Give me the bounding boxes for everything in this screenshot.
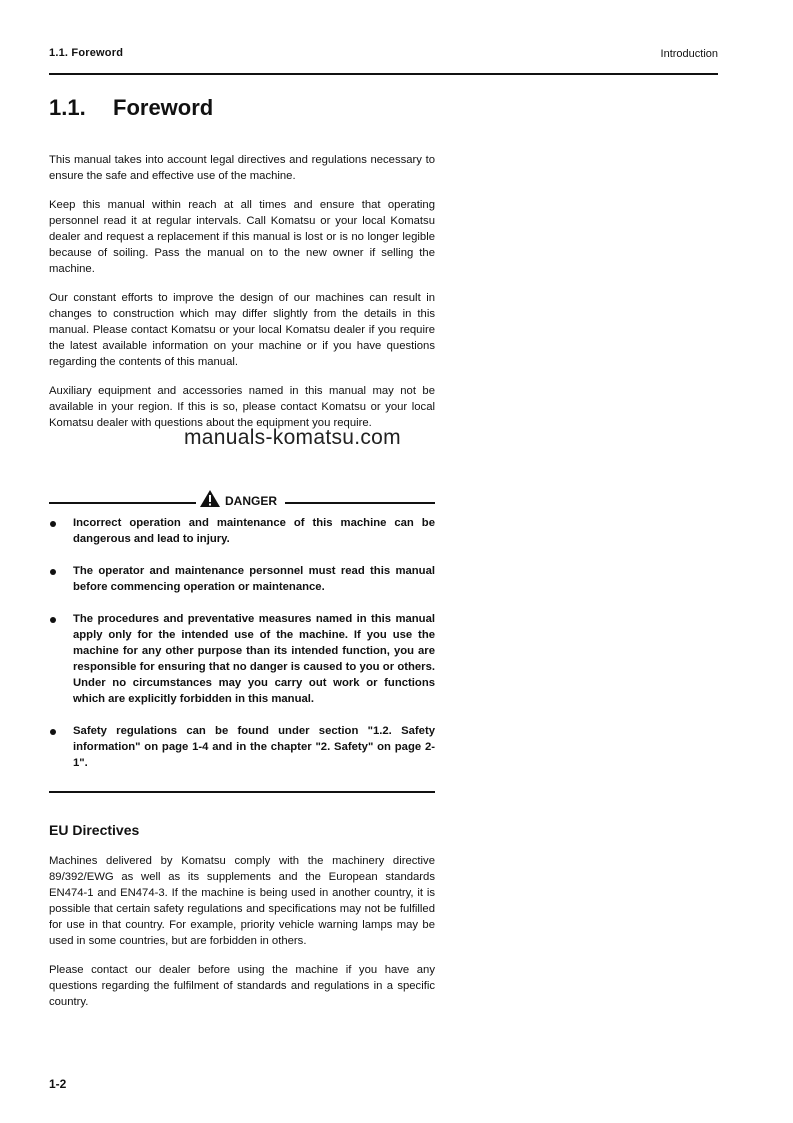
danger-item-text: Incorrect operation and maintenance of this machine can be dangerous and lead to injury.: [73, 517, 435, 545]
danger-item: [49, 611, 435, 707]
intro-section: [49, 152, 435, 444]
running-header-section: 1.1. Foreword: [49, 47, 124, 59]
page-number: 1-2: [49, 1077, 67, 1091]
intro-paragraph: Auxiliary equipment and accessories named in this manual may not be available in your region. If this is so, please contact Komatsu or your local Komatsu dealer with questions about the equipment you require.: [49, 385, 435, 429]
danger-item-text: The procedures and preventative measures named in this manual apply only for the intended use of the machine. If you use the machine for any other purpose than its intended function, you are responsible for ensuring that no danger is caused to you or others. Under no circumstances may you carry out work or functions which are explicitly forbidden in this manual.: [73, 613, 435, 705]
bullet-icon: [50, 617, 56, 623]
danger-item-text: Safety regulations can be found under section "1.2. Safety information" on page 1-4 and in the chapter "2. Safety" on page 2-1".: [73, 725, 435, 769]
eu-paragraph: Machines delivered by Komatsu comply with the machinery directive 89/392/EWG as well as its supplements and the European standards EN474-1 and EN474-3. If the machine is being used in another country, it is possible that certain safety regulations and specifications may not be fulfilled for use in that country. For example, priority vehicle warning lamps may be used in some countries, but are forbidden in others.: [49, 855, 435, 947]
intro-paragraph: Keep this manual within reach at all times and ensure that operating personnel read it at regular intervals. Call Komatsu or your local Komatsu dealer and request a replacement if this manual is lost or is no longer legible because of soiling. Pass the manual on to the new owner if selling the machine.: [49, 199, 435, 275]
danger-list: [49, 515, 435, 784]
title-number: 1.1.: [49, 95, 86, 120]
danger-end-rule: [49, 791, 435, 793]
bullet-icon: [50, 569, 56, 575]
bullet-icon: [50, 729, 56, 735]
danger-item: [49, 723, 435, 771]
eu-paragraph: Please contact our dealer before using the machine if you have any questions regarding the fulfilment of standards and regulations in a specific country.: [49, 964, 435, 1008]
bullet-icon: [50, 521, 56, 527]
danger-header: [49, 487, 435, 509]
danger-item-text: The operator and maintenance personnel must read this manual before commencing operation or maintenance.: [73, 565, 435, 593]
intro-paragraph: This manual takes into account legal directives and regulations necessary to ensure the safe and effective use of the machine.: [49, 154, 435, 182]
danger-rule-left: [49, 502, 196, 504]
intro-paragraph: Our constant efforts to improve the design of our machines can result in changes to construction which may differ slightly from the details in this manual. Please contact Komatsu or your local Komatsu dealer if you require the latest available information on your machine or if you have questions regarding the contents of this manual.: [49, 292, 435, 368]
title-text: Foreword: [113, 95, 214, 120]
warning-triangle-icon: [199, 494, 225, 508]
watermark: manuals-komatsu.com: [184, 426, 401, 449]
danger-item: [49, 563, 435, 595]
eu-section: [49, 853, 435, 1023]
header-rule: [49, 73, 718, 75]
page-title: [49, 95, 213, 121]
danger-rule-right: [285, 502, 435, 504]
danger-item: [49, 515, 435, 547]
running-header-chapter: Introduction: [660, 48, 718, 60]
danger-text: DANGER: [225, 494, 278, 508]
eu-directives-heading: EU Directives: [49, 822, 140, 838]
danger-label: [199, 489, 277, 508]
